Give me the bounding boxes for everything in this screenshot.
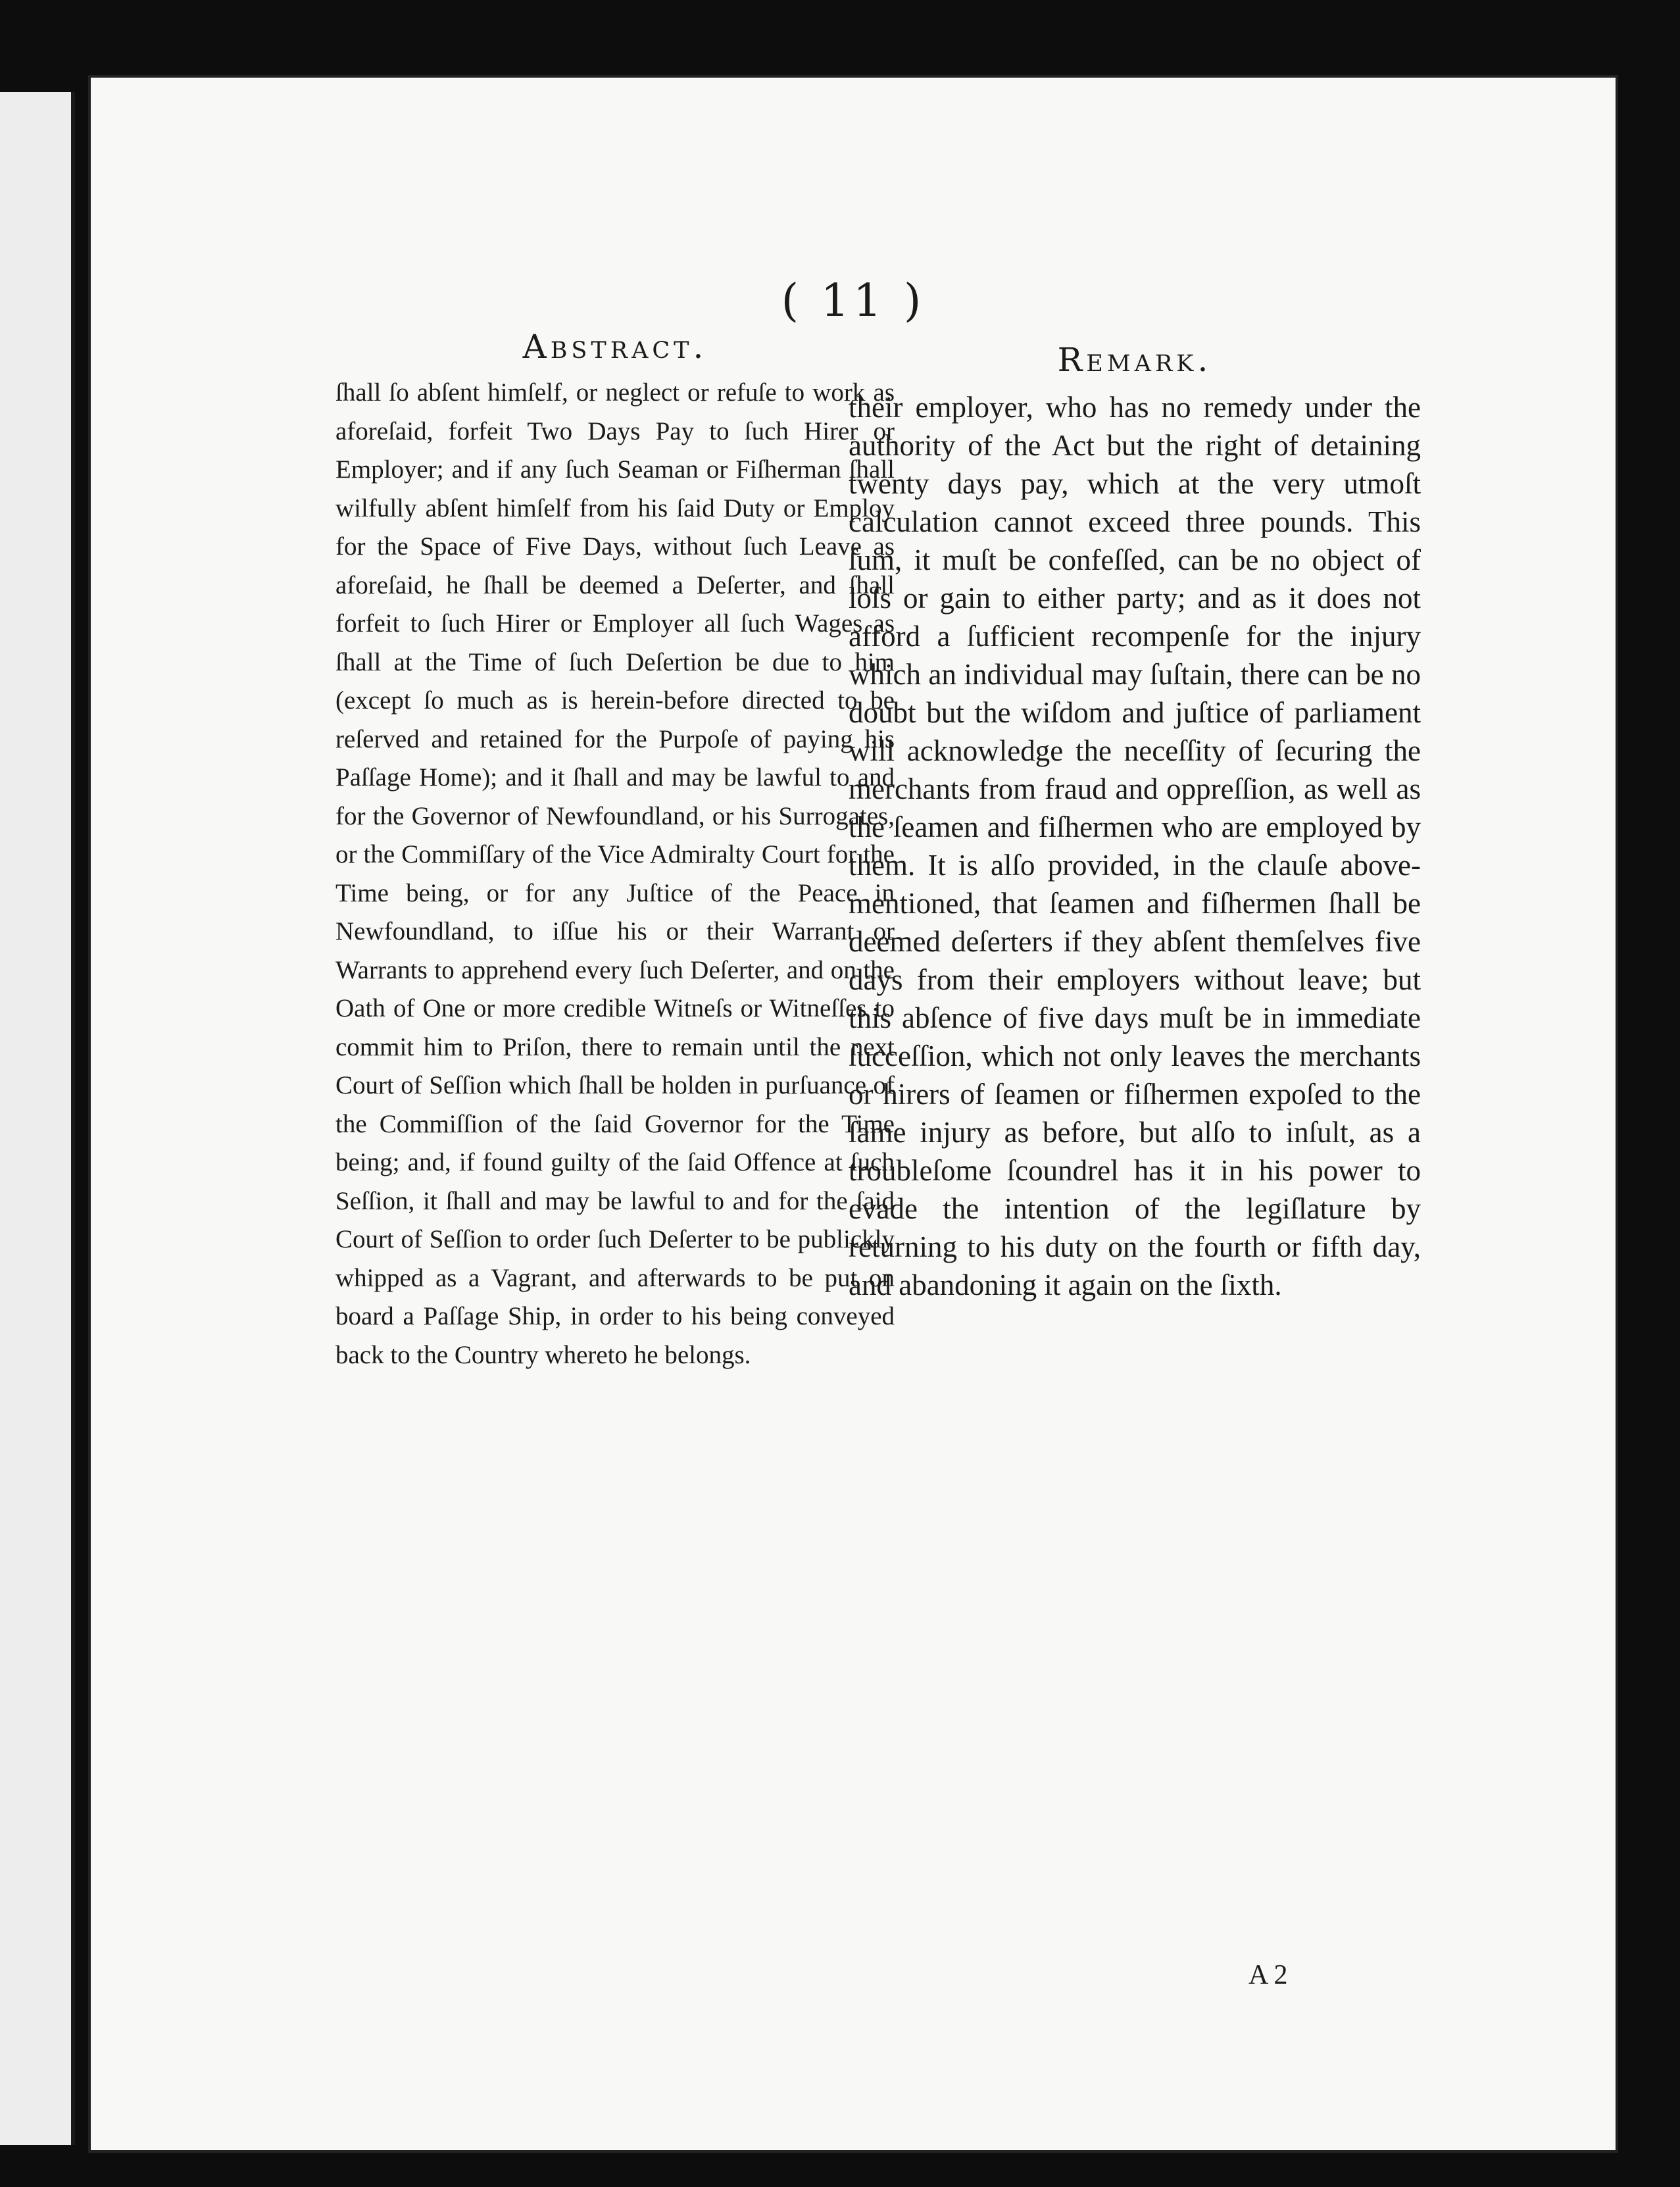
- catchword: A 2: [1248, 1960, 1288, 1990]
- remark-column: [849, 341, 1421, 1304]
- abstract-column: [335, 328, 895, 1374]
- abstract-text: ſhall ſo abſent himſelf, or neglect or refuſe to work as aforeſaid, forfeit Two Days Pay to ſuch Hirer or Employer; and if any ſuch Seaman or Fiſherman ſhall wilfully abſent himſelf from his ſaid Duty or Employ for the Space of Five Days, without ſuch Leave as aforeſaid, he ſhall be deemed a Deſerter, and ſhall forfeit to ſuch Hirer or Employer all ſuch Wages as ſhall at the Time of ſuch Deſertion be due to him (except ſo much as is herein-before directed to be reſerved and retained for the Purpoſe of paying his Paſſage Home); and it ſhall and may be lawful to and for the Governor of Newfoundland, or his Surrogates, or the Commiſſary of the Vice Admiralty Court for the Time being, or for any Juſtice of the Peace in Newfoundland, to iſſue his or their Warrant or Warrants to apprehend every ſuch Deſerter, and on the Oath of One or more credible Witneſs or Witneſſes to commit him to Priſon, there to remain until the next Court of Seſſion which ſhall be holden in purſuance of the Commiſſion of the ſaid Governor for the Time being; and, if found guilty of the ſaid Offence at ſuch Seſſion, it ſhall and may be lawful to and for the ſaid Court of Seſſion to order ſuch Deſerter to be publickly whipped as a Vagrant, and afterwards to be put on board a Paſſage Ship, in order to his being conveyed back to the Country whereto he belongs.: [335, 378, 895, 1369]
- page-number: ( 11 ): [781, 275, 926, 327]
- remark-text: their employer, who has no remedy under the authority of the Act but the right of detaining twenty days pay, which at the very utmoſt calculation cannot exceed three pounds. This ſum, it muſt be confeſſed, can be no object of loſs or gain to either party; and as it does not afford a ſufficient recompenſe for the injury which an individual may ſuſtain, there can be no doubt but the wiſdom and juſtice of parliament will acknowledge the neceſſity of ſecuring the merchants from fraud and oppreſſion, as well as the ſeamen and fiſhermen who are employed by them. It is alſo provided, in the clauſe above-mentioned, that ſeamen and fiſhermen ſhall be deemed deſerters if they abſent themſelves five days from their employers without leave; but this abſence of five days muſt be in immediate ſucceſſion, which not only leaves the merchants or hirers of ſeamen or fiſhermen expoſed to the ſame injury as before, but alſo to inſult, as a troubleſome ſcoundrel has it in his power to evade the intention of the legiſlature by returning to his duty on the fourth or fifth day, and abandoning it again on the ſixth.: [849, 391, 1421, 1301]
- remark-heading: Remark.: [1057, 341, 1212, 379]
- facing-page-edge: [0, 92, 75, 2145]
- abstract-heading: Abstract.: [522, 328, 708, 366]
- scanned-page: [91, 78, 1616, 2150]
